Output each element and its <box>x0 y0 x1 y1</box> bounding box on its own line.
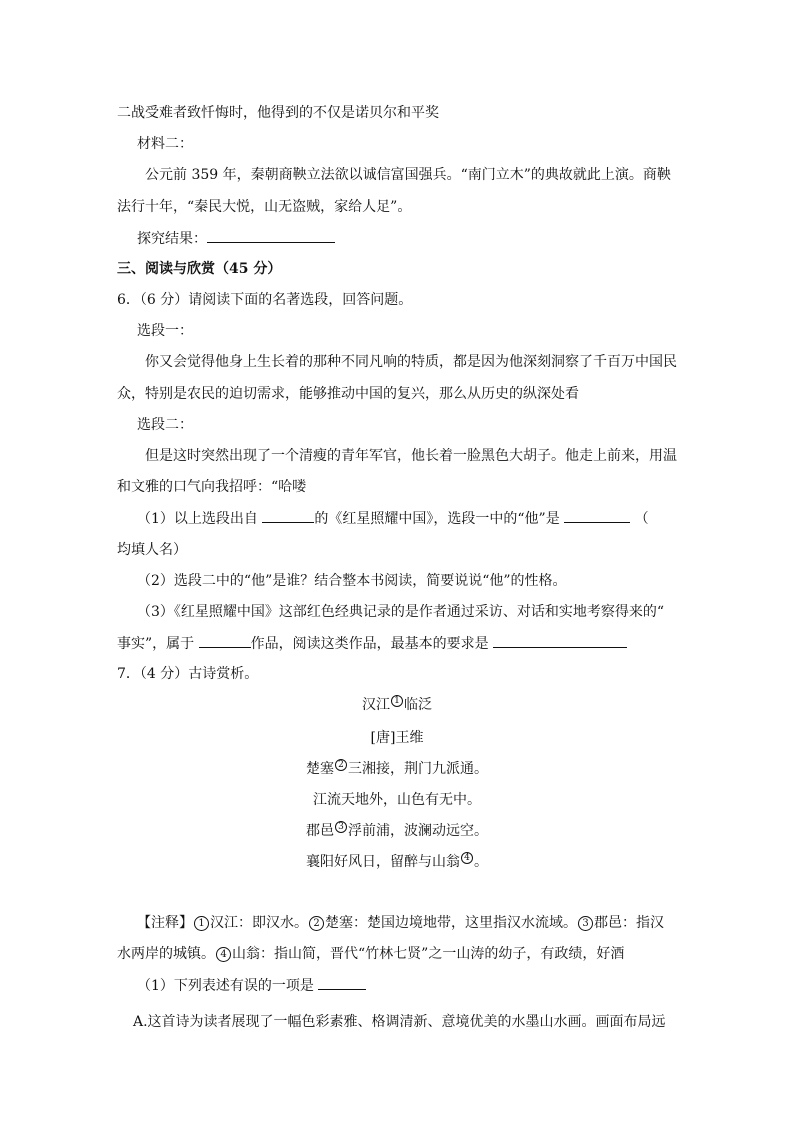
sub-question-1 <box>137 508 649 529</box>
excerpt-two-heading: 选段二： <box>137 417 193 433</box>
sub-question-3: （3）《红星照耀中国》这部红色经典记录的是作者通过采访、对话和实地考察得来的“ <box>137 604 665 620</box>
text-line: 和文雅的口气向我招呼：“哈喽 <box>117 479 307 495</box>
answer-blank[interactable] <box>493 633 627 648</box>
text-line: 二战受难者致忏悔时，他得到的不仅是诺贝尔和平奖 <box>117 105 439 121</box>
answer-blank[interactable] <box>262 508 314 523</box>
poem-text: 。 <box>474 854 488 870</box>
note-text: 山翁：指山简，晋代“竹林七贤”之一山涛的幼子，有政绩，好酒 <box>232 946 625 962</box>
poem-title-text: 临泛 <box>404 697 432 713</box>
sub-question-text: （1）下列表述有误的一项是 <box>137 978 314 994</box>
note-marker: 3 <box>578 916 593 931</box>
note-marker: 2 <box>335 759 347 771</box>
sub-question-text: 的《红星照耀中国》，选段一中的“他”是 <box>314 511 560 527</box>
poem-title-text: 汉江 <box>362 697 390 713</box>
q7-sub-question-1 <box>137 975 366 996</box>
poem-author: [唐]王维 <box>370 730 424 746</box>
inquiry-result-label: 探究结果： <box>137 231 207 247</box>
text-line: 公元前 359 年，秦朝商鞅立法欲以诚信富国强兵。“南门立木”的典故就此上演。商鞅 <box>145 167 671 183</box>
notes-line <box>137 913 664 933</box>
poem-text: 楚塞 <box>306 761 334 777</box>
notes-line <box>117 944 624 964</box>
question-6: 6．（6 分）请阅读下面的名著选段，回答问题。 <box>117 292 413 308</box>
material-two-heading: 材料二： <box>137 136 193 152</box>
poem-text: 浮前浦，波澜动远空。 <box>348 823 488 839</box>
sub-question-text: （1）以上选段出自 <box>137 511 258 527</box>
answer-blank[interactable] <box>318 975 366 990</box>
note-marker: 1 <box>194 916 209 931</box>
note-text: 水两岸的城镇。 <box>117 946 215 962</box>
text-line: 但是这时突然出现了一个清瘦的青年军官，他长着一脸黑色大胡子。他走上前来，用温 <box>145 448 677 464</box>
inquiry-result-line <box>137 228 335 249</box>
note-marker: 4 <box>216 947 231 962</box>
section-heading: 三、阅读与欣赏（45 分） <box>117 261 282 277</box>
sub-question-2: （2）选段二中的“他”是谁？结合整本书阅读，简要说说“他”的性格。 <box>137 573 567 589</box>
poem-text: 三湘接，荆门九派通。 <box>348 761 488 777</box>
question-7: 7．（4 分）古诗赏析。 <box>117 666 259 682</box>
poem-line <box>0 759 794 779</box>
sub-question-3-cont <box>117 633 627 654</box>
text-line: 众，特别是农民的迫切需求，能够推动中国的复兴，那么从历史的纵深处看 <box>117 386 579 402</box>
note-text: 汉江：即汉水。 <box>210 915 308 931</box>
sub-question-text: 事实”，属于 <box>117 636 195 652</box>
sub-question-text: （ <box>634 511 649 527</box>
excerpt-one-heading: 选段一： <box>137 323 193 339</box>
poem-text: 襄阳好风日，留醉与山翁 <box>306 854 460 870</box>
option-a: A.这首诗为读者展现了一幅色彩素雅、格调清新、意境优美的水墨山水画。画面布局远 <box>133 1014 666 1030</box>
sub-question-text: 作品，阅读这类作品，最基本的要求是 <box>250 636 489 652</box>
poem-text: 郡邑 <box>306 823 334 839</box>
note-marker: 3 <box>335 821 347 833</box>
text-line: 均填人名） <box>117 542 187 558</box>
notes-label: 【注释】 <box>137 915 193 931</box>
note-marker: 1 <box>391 695 403 707</box>
answer-blank[interactable] <box>564 508 630 523</box>
poem-line <box>0 852 794 872</box>
poem-title <box>0 695 794 715</box>
text-line: 法行十年，“秦民大悦，山无盗贼，家给人足”。 <box>117 199 412 215</box>
note-marker: 2 <box>309 916 324 931</box>
poem-line: 江流天地外，山色有无中。 <box>313 792 481 808</box>
note-marker: 4 <box>461 852 473 864</box>
poem-line <box>0 821 794 841</box>
answer-blank[interactable] <box>207 228 335 243</box>
note-text: 楚塞：楚国边境地带，这里指汉水流域。 <box>325 915 577 931</box>
text-line: 你又会觉得他身上生长着的那种不同凡响的特质，都是因为他深刻洞察了千百万中国民 <box>145 354 677 370</box>
note-text: 郡邑：指汉 <box>594 915 664 931</box>
answer-blank[interactable] <box>199 633 251 648</box>
